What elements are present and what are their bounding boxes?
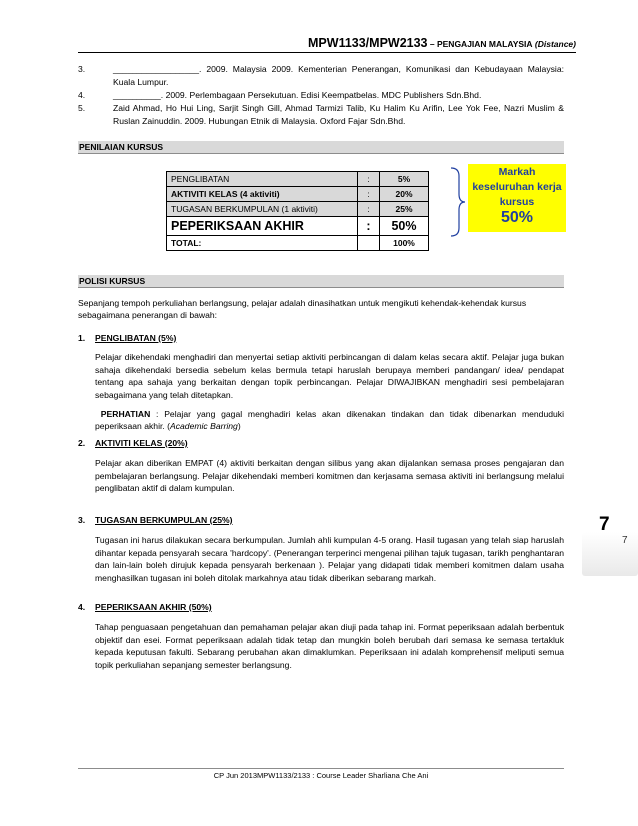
total-separator xyxy=(358,236,380,251)
grading-value: 25% xyxy=(380,202,429,217)
grading-value: 20% xyxy=(380,187,429,202)
exam-label: PEPERIKSAAN AKHIR xyxy=(167,217,358,236)
policy-heading xyxy=(78,437,564,449)
grading-row xyxy=(167,202,429,217)
policy-number: 1. xyxy=(78,333,86,343)
reference-number: 4. xyxy=(78,90,86,100)
page-number-large: 7 xyxy=(599,514,610,535)
callout-line: kursus xyxy=(499,196,535,208)
policy-text: Pelajar dikehendaki menghadiri dan menyertai setiap aktiviti perbincangan di dalam kelas secara aktif. Pelajar juga bukan sahaja dikehendaki bersedia sebelum kelas bermula tetapi haruslah berupaya memberi pandangan/ idea/ pendapat tentang apa sahaja yang berkaitan dengan topik perbincangan. Pelajar DIWAJIBKAN menghadiri sesi pembelajaran sebagaimana yang telah ditetapkan. xyxy=(95,352,564,400)
policy-item xyxy=(78,514,564,584)
note-italic: Academic Barring xyxy=(170,421,238,432)
policy-heading xyxy=(78,514,564,526)
reference-text: Zaid Ahmad, Ho Hui Ling, Sarjit Singh Gill, Ahmad Tarmizi Talib, Ku Halim Ku Arifin, Lee Yok Fee, Nazri Muslim & Ruslan Zainuddin. 2009. Hubungan Etnik di Malaysia. Oxford Fajar Sdn.Bhd. xyxy=(113,103,564,126)
grading-label: TUGASAN BERKUMPULAN (1 aktiviti) xyxy=(167,202,358,217)
grading-label: PENGLIBATAN xyxy=(167,172,358,187)
reference-text: __________. 2009. Perlembagaan Persekutuan. Edisi Keempatbelas. MDC Publishers Sdn.Bhd. xyxy=(113,90,482,100)
policy-number: 4. xyxy=(78,602,86,612)
exam-separator: : xyxy=(358,217,380,236)
reference-list xyxy=(78,63,564,128)
reference-item xyxy=(78,63,564,89)
policy-title: TUGASAN BERKUMPULAN (25%) xyxy=(95,515,233,525)
grading-separator: : xyxy=(358,202,380,217)
brace-icon xyxy=(449,166,467,238)
grading-label: AKTIVITI KELAS (4 aktiviti) xyxy=(167,187,358,202)
reference-item xyxy=(78,102,564,128)
policy-text: Tahap penguasaan pengetahuan dan pemahaman pelajar akan diuji pada tahap ini. Format peperiksaan adalah berbentuk objektif dan esei. Format peperiksaan adalah tidak tetap dan mungkin boleh berubah dari semasa ke semasa tertakluk kepada keputusan fakulti. Sebarang perubahan akan dimaklumkan. Peperiksaan ini adalah komprehensif meliputi semua topik perkuliahan sepanjang semester berlangsung. xyxy=(95,622,564,670)
grading-row xyxy=(167,172,429,187)
policy-number: 3. xyxy=(78,515,86,525)
reference-number: 3. xyxy=(78,64,86,74)
note-text: : Pelajar yang gagal menghadiri kelas akan dikenakan tindakan dan tidak dibenarkan menduduki peperiksaan akhir. ( xyxy=(95,409,565,432)
grading-separator: : xyxy=(358,187,380,202)
policy-title: PEPERIKSAAN AKHIR (50%) xyxy=(95,602,212,612)
course-subject: – PENGAJIAN MALAYSIA xyxy=(427,39,533,49)
policy-item xyxy=(78,601,564,671)
polisi-intro: Sepanjang tempoh perkuliahan berlangsung, pelajar adalah dinasihatkan untuk mengikuti kehendak-kehendak kursus sebagaimana penerangan di bawah: xyxy=(78,298,527,321)
grading-value: 5% xyxy=(380,172,429,187)
policy-text: Pelajar akan diberikan EMPAT (4) aktiviti berkaitan dengan silibus yang akan dijalankan semasa proses pengajaran dan pembelajaran berlangsung. Pelajar dikehendaki memberi komitmen dan kerjasama semasa aktiviti ini berlangsung melalui penglibatan aktif di dalam kumpulan. xyxy=(95,458,564,494)
callout-line: keseluruhan kerja xyxy=(472,181,562,193)
grading-table xyxy=(166,171,429,251)
page-footer: CP Jun 2013MPW1133/2133 : Course Leader Sharliana Che Ani xyxy=(213,771,429,780)
grading-row xyxy=(167,187,429,202)
grading-separator: : xyxy=(358,172,380,187)
policy-item xyxy=(78,332,564,433)
reference-text: __________________. 2009. Malaysia 2009. Kementerian Penerangan, Komunikasi dan Kebudayaan Malaysia: Kuala Lumpur. xyxy=(113,64,564,87)
note-label: PERHATIAN xyxy=(100,409,151,420)
total-value: 100% xyxy=(380,236,429,251)
policy-text: Tugasan ini harus dilakukan secara berkumpulan. Jumlah ahli kumpulan 4-5 orang. Hasil tugasan yang telah siap haruslah dihantar kepada pensyarah secara 'hardcopy'. (Penerangan terperinci mengenai pilihan tajuk tugasan, tarikh penghantaran dan lain-lain boleh dirujuk kepada pensyarah berkenaan ). Pelajar yang didapati tidak memberi komitmen dalam usaha menghasilkan tugasan ini boleh ditolak markahnya atau tidak diberikan sebarang markah. xyxy=(95,535,564,583)
policy-heading xyxy=(78,601,564,613)
section-heading-polisi: POLISI KURSUS xyxy=(78,275,564,288)
policy-number: 2. xyxy=(78,438,86,448)
page-number-small: 7 xyxy=(622,535,628,546)
policy-heading xyxy=(78,332,564,344)
section-heading-penilaian: PENILAIAN KURSUS xyxy=(78,141,564,154)
grading-row-total xyxy=(167,236,429,251)
footer-divider xyxy=(78,768,564,769)
grading-row-exam xyxy=(167,217,429,236)
policy-note xyxy=(78,408,564,433)
reference-item xyxy=(78,89,564,102)
course-mark-callout xyxy=(468,164,566,232)
policy-title: PENGLIBATAN (5%) xyxy=(95,333,177,343)
total-label: TOTAL: xyxy=(167,236,358,251)
policy-item xyxy=(78,437,564,495)
course-code: MPW1133/MPW2133 xyxy=(308,36,428,50)
exam-value: 50% xyxy=(380,217,429,236)
course-mode: (Distance) xyxy=(532,39,576,49)
reference-number: 5. xyxy=(78,103,86,113)
note-end: ) xyxy=(237,421,241,432)
callout-line: Markah xyxy=(498,166,536,178)
page-tab-decoration xyxy=(582,532,638,576)
policy-title: AKTIVITI KELAS (20%) xyxy=(95,438,188,448)
callout-percent: 50% xyxy=(500,209,534,226)
page-header xyxy=(78,36,576,53)
